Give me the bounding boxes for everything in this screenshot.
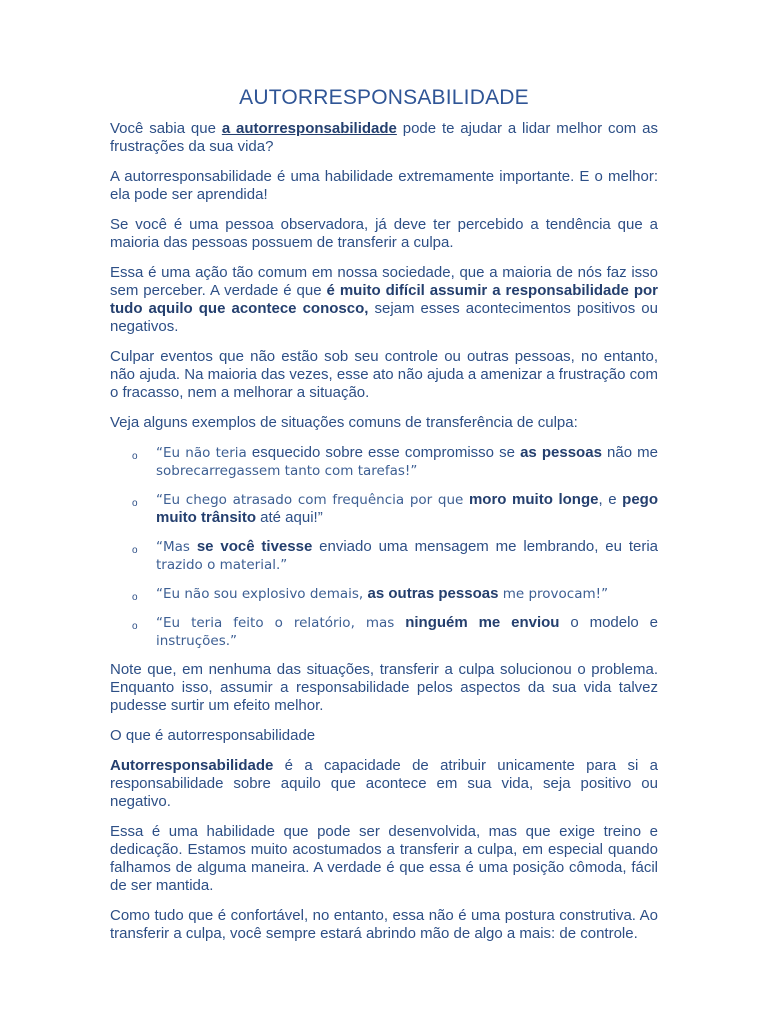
definition-text: é a capacidade de atribuir unicamente para si a responsabilidade sobre aquilo que acontece em sua vida, seja positivo ou negativo.: [110, 757, 658, 810]
paragraph-common-action: [110, 264, 658, 336]
bullet-icon: o: [132, 545, 138, 556]
example-text: “Eu teria feito o relatório, mas: [156, 615, 395, 631]
bullet-icon: o: [132, 451, 138, 462]
intro-text-after: pode te ajudar a lidar melhor com as frustrações da sua vida?: [110, 120, 658, 155]
list-item: [132, 585, 658, 603]
paragraph-definition: [110, 757, 658, 811]
example-text: não me: [601, 444, 658, 461]
paragraph-intro: [110, 120, 658, 156]
section-heading: O que é autorresponsabilidade: [110, 727, 316, 744]
paragraph-conclusion: Como tudo que é confortável, no entanto, essa não é uma postura construtiva. Ao transferir a culpa, você sempre estará abrindo mão de algo a mais: de controle.: [110, 907, 658, 942]
bullet-icon: o: [132, 498, 138, 509]
example-text: me provocam!”: [498, 586, 609, 602]
examples-list: [110, 444, 658, 650]
definition-term: Autorresponsabilidade: [110, 757, 274, 774]
paragraph-blame: Culpar eventos que não estão sob seu controle ou outras pessoas, no entanto, não ajuda. Na maioria das vezes, esse ato não ajuda a amenizar a frustração com o fracasso, nem a melhorar a situação.: [110, 348, 658, 401]
example-bold: moro muito longe: [463, 491, 599, 508]
example-text: sobrecarregassem tanto com tarefas!”: [156, 463, 418, 479]
example-text: “Eu chego atrasado com frequência por que: [156, 492, 464, 508]
example-text: instruções.”: [156, 633, 238, 649]
paragraph-examples-intro: Veja alguns exemplos de situações comuns de transferência de culpa:: [110, 414, 578, 431]
paragraph-observer: Se você é uma pessoa observadora, já deve ter percebido a tendência que a maioria das pessoas possuem de transferir a culpa.: [110, 216, 658, 251]
list-item: [132, 538, 658, 574]
common-action-bold: é muito difícil assumir a responsabilidade por tudo aquilo que acontece conosco,: [110, 282, 658, 317]
intro-text-before: Você sabia que: [110, 120, 222, 137]
example-text: , e: [598, 491, 623, 508]
example-text: esquecido sobre esse compromisso se: [246, 444, 521, 461]
common-action-before: Essa é uma ação tão comum em nossa sociedade, que a maioria de nós faz isso sem perceber. A verdade é que: [110, 264, 658, 299]
example-text: trazido o material.”: [156, 557, 288, 573]
example-text: o modelo e: [559, 614, 658, 631]
example-bold: pego muito trânsito: [156, 491, 658, 526]
list-item: [132, 444, 658, 480]
list-item: [132, 614, 658, 650]
common-action-after: sejam esses acontecimentos positivos ou negativos.: [110, 300, 658, 335]
example-text: “Eu não sou explosivo demais,: [156, 586, 368, 602]
autorresponsabilidade-link[interactable]: a autorresponsabilidade: [221, 120, 397, 137]
example-text: “Mas: [156, 539, 190, 555]
example-text: até aqui!”: [256, 509, 323, 526]
example-bold: as outras pessoas: [367, 585, 499, 602]
paragraph-importance: A autorresponsabilidade é uma habilidade extremamente importante. E o melhor: ela pode ser aprendida!: [110, 168, 658, 203]
bullet-icon: o: [132, 592, 138, 603]
example-bold: ninguém me enviou: [394, 614, 560, 631]
example-bold: as pessoas: [520, 444, 602, 461]
list-item: [132, 491, 658, 527]
page-title: AUTORRESPONSABILIDADE: [239, 86, 529, 109]
paragraph-note: Note que, em nenhuma das situações, transferir a culpa solucionou o problema. Enquanto isso, assumir a responsabilidade pelos aspectos da sua vida talvez pudesse surtir um efeito melhor.: [110, 661, 658, 714]
example-text: enviado uma mensagem me lembrando, eu teria: [312, 538, 658, 555]
example-text: “Eu não teria: [156, 445, 247, 461]
bullet-icon: o: [132, 621, 138, 632]
paragraph-skill: Essa é uma habilidade que pode ser desenvolvida, mas que exige treino e dedicação. Estamos muito acostumados a transferir a culpa, em especial quando falhamos de alguma maneira. A verdade é que essa é uma posição cômoda, fácil de ser mantida.: [110, 823, 658, 894]
example-bold: se você tivesse: [189, 538, 313, 555]
